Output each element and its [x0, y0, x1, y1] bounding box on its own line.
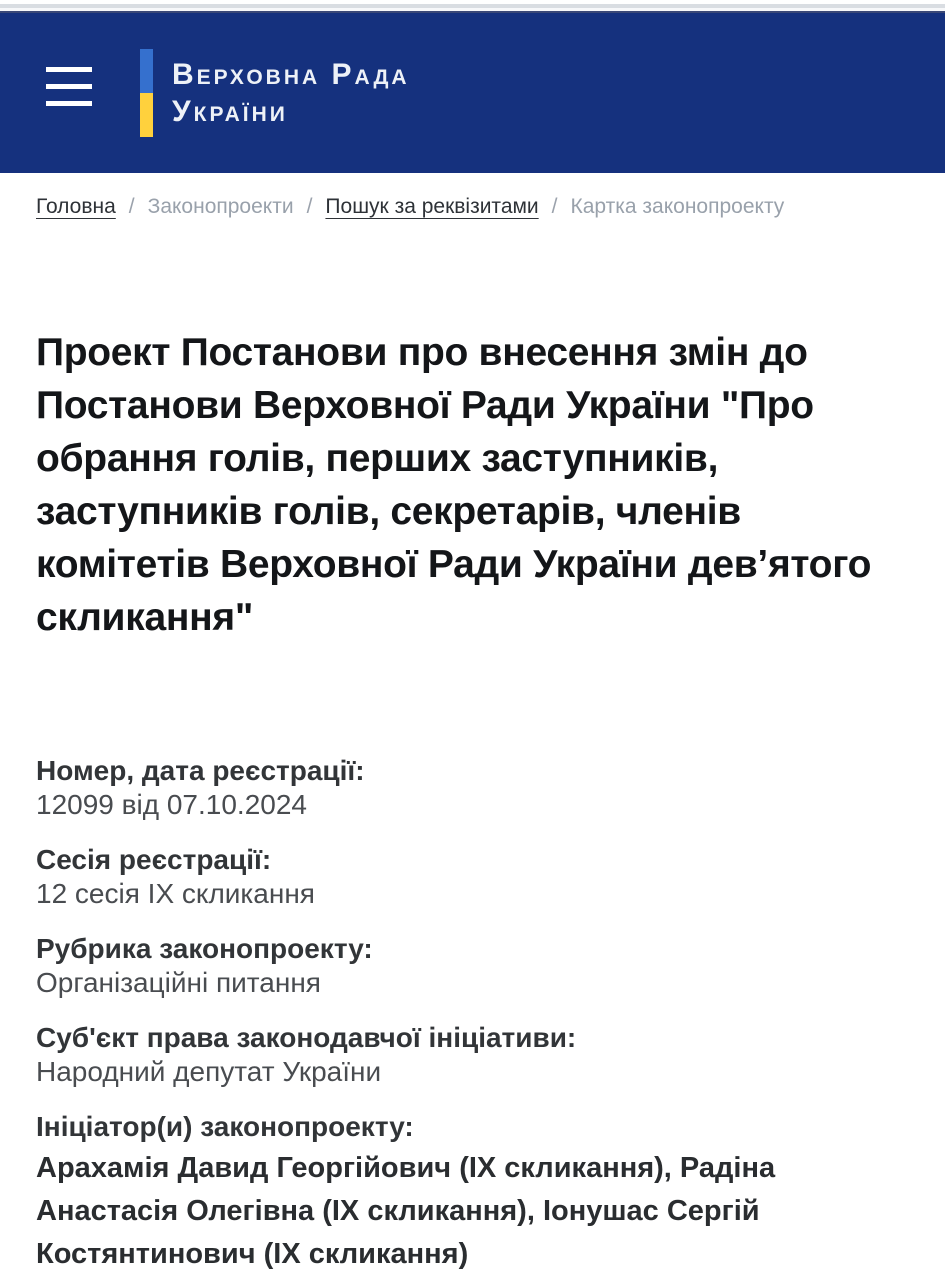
flag-yellow-half — [140, 93, 153, 137]
hamburger-icon — [46, 67, 92, 106]
field-label: Номер, дата реєстрації: — [36, 755, 365, 786]
flag-blue-half — [140, 49, 153, 93]
logo-text — [172, 56, 410, 130]
field-label: Ініціатор(и) законопроекту: — [36, 1111, 414, 1142]
page-title: Проект Постанови про внесення змін до Постанови Верховної Ради України "Про обрання голів, перших заступників, заступників голів, секретарів, членів комітетів Верховної Ради України дев’ятого скликання" — [36, 331, 872, 639]
breadcrumb — [36, 193, 909, 220]
breadcrumb-separator: / — [306, 195, 313, 218]
field-registration-session — [36, 843, 909, 911]
breadcrumb-home[interactable]: Головна — [36, 195, 116, 218]
field-label: Сесія реєстрації: — [36, 844, 272, 875]
breadcrumb-separator: / — [128, 195, 135, 218]
field-value: Народний депутат України — [36, 1056, 382, 1087]
field-initiators — [36, 1110, 909, 1276]
app-header — [0, 11, 945, 173]
field-value: 12 сесія IX скликання — [36, 878, 315, 909]
initiator-links[interactable]: Арахамія Давид Георгійович (IX скликання), Радіна Анастасія Олегівна (IX скликання), Іонушас Сергій Костянтинович (IX скликання) — [36, 1152, 776, 1270]
field-value: 12099 від 07.10.2024 — [36, 789, 307, 820]
breadcrumb-bills[interactable]: Законопроекти — [147, 195, 294, 218]
bill-card — [0, 326, 945, 1276]
breadcrumb-separator: / — [551, 195, 558, 218]
bill-details — [36, 754, 909, 1276]
field-initiative-subject — [36, 1021, 909, 1089]
top-strip — [0, 0, 945, 11]
ukraine-flag-icon — [140, 49, 153, 137]
logo-line-2: України — [172, 95, 288, 128]
field-label: Рубрика законопроекту: — [36, 933, 373, 964]
breadcrumb-search-by-details[interactable]: Пошук за реквізитами — [325, 195, 539, 218]
field-value: Організаційні питання — [36, 967, 321, 998]
field-number-date — [36, 754, 909, 822]
logo[interactable] — [140, 49, 410, 137]
field-rubric — [36, 932, 909, 1000]
breadcrumb-current-bill-card: Картка законопроекту — [570, 195, 785, 218]
menu-button[interactable] — [46, 67, 92, 106]
logo-line-1: Верховна Рада — [172, 58, 410, 91]
field-label: Суб'єкт права законодавчої ініціативи: — [36, 1022, 577, 1053]
